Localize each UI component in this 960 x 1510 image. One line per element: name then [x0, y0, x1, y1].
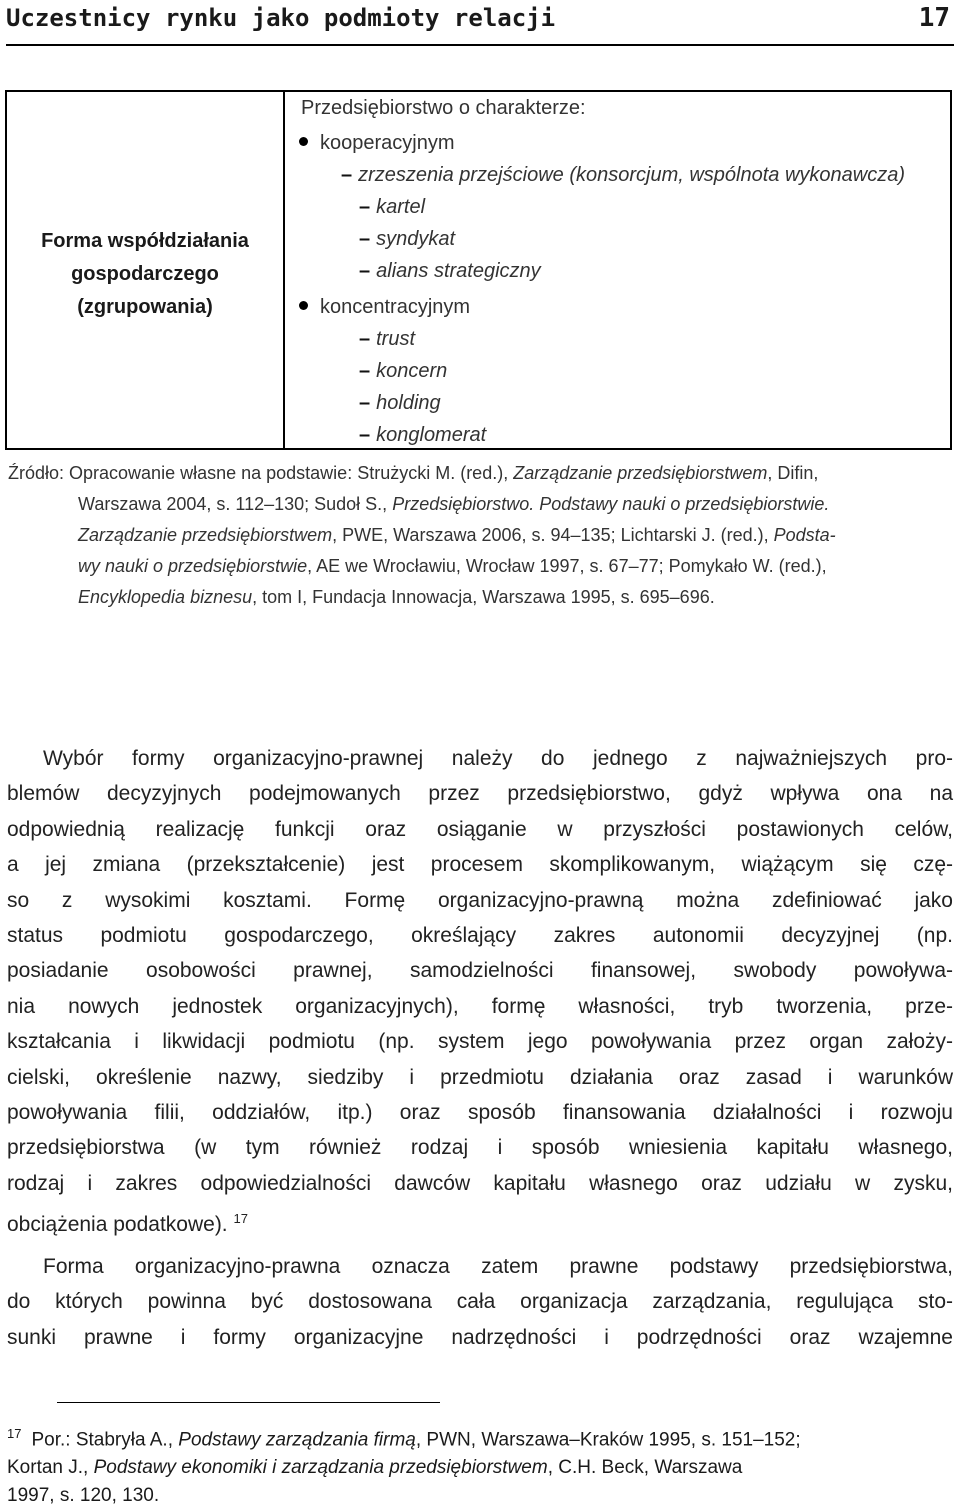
text-line: do których powinna być dostosowana cała organizacja zarządzania, regulująca sto- — [7, 1290, 953, 1314]
dash-icon: – — [359, 196, 371, 218]
table-source-note — [8, 458, 952, 613]
footnote-text: , PWN, Warszawa–Kraków 1995, s. 151–152; — [415, 1429, 801, 1451]
table-left-label — [7, 225, 283, 324]
text-line: so z wysokimi kosztami. Formę organizacyjno-prawną można zdefiniować jako — [7, 888, 953, 912]
organization-forms-table — [5, 90, 952, 450]
group-label: koncentracyjnym — [320, 296, 471, 318]
left-label-line: (zgrupowania) — [77, 296, 213, 318]
dash-icon: – — [359, 424, 371, 446]
source-line — [8, 520, 952, 551]
source-text: , PWE, Warszawa 2006, s. 94–135; Lichtarski J. (red.), — [332, 525, 774, 545]
source-title: Zarządzanie przedsiębiorstwem — [78, 525, 333, 545]
text-line: przedsiębiorstwa (w tym również rodzaj i sposób wniesienia kapitału własnego, — [7, 1136, 953, 1160]
table-left-column — [7, 92, 285, 448]
source-line — [8, 458, 952, 489]
text-line: rodzaj i zakres odpowiedzialności dawców kapitału własnego oraz udziału w zysku, — [7, 1171, 953, 1195]
list-item-label: konglomerat — [376, 424, 487, 446]
text-line: Forma organizacyjno-prawna oznacza zatem prawne podstawy przedsiębiorstwa, — [43, 1255, 953, 1278]
footnote-ref[interactable]: 17 — [233, 1211, 248, 1227]
list-item-label: zrzeszenia przejściowe (konsorcjum, wspólnota wykonawcza) — [358, 164, 905, 186]
list-item — [359, 195, 425, 219]
text-line: Wybór formy organizacyjno-prawnej należy do jednego z najważniejszych pro- — [43, 747, 953, 770]
footnote-title: Podstawy ekonomiki i zarządzania przedsiębiorstwem — [93, 1457, 548, 1479]
text-line: status podmiotu gospodarczego, określający zakres autonomii decyzyjnej (np. — [7, 924, 953, 948]
text-line — [7, 1201, 953, 1242]
list-item-label: kartel — [376, 196, 426, 218]
source-text: Warszawa 2004, s. 112–130; Sudoł S., — [78, 494, 393, 514]
list-item — [359, 259, 541, 283]
dash-icon: – — [359, 228, 371, 250]
footnote-text: Kortan J., — [7, 1457, 94, 1479]
list-item-label: trust — [376, 328, 416, 350]
source-title: Podsta- — [773, 525, 836, 545]
list-item — [359, 423, 486, 447]
footnote-mark: 17 — [7, 1426, 22, 1441]
list-item — [359, 227, 455, 251]
footnote-text: Por.: Stabryła A., — [31, 1429, 179, 1451]
dash-icon: – — [341, 164, 353, 186]
source-text: , tom I, Fundacja Innowacja, Warszawa 1995, s. 695–696. — [252, 587, 715, 607]
dash-icon: – — [359, 392, 371, 414]
list-item — [359, 327, 415, 351]
text-line: powoływania filii, oddziałów, itp.) oraz sposób finansowania działalności i rozwoju — [7, 1101, 953, 1125]
paragraph-2 — [7, 1249, 953, 1355]
text-line: nia nowych jednostek organizacyjnych), formę własności, tryb tworzenia, prze- — [7, 994, 953, 1018]
table-intro: Przedsiębiorstwo o charakterze: — [301, 97, 586, 119]
footnote — [7, 1420, 953, 1510]
list-item — [359, 391, 441, 415]
group-heading — [299, 131, 455, 155]
footnote-line: 1997, s. 120, 130. — [7, 1485, 160, 1507]
group-heading — [299, 295, 470, 319]
source-text: , AE we Wrocławiu, Wrocław 1997, s. 67–77; Pomykało W. (red.), — [307, 556, 827, 576]
group-label: kooperacyjnym — [320, 132, 455, 154]
left-label-line: Forma współdziałania — [41, 230, 249, 252]
footnote-line — [7, 1420, 953, 1454]
text-line: blemów decyzyjnych podejmowanych przez przedsiębiorstwo, gdyż wpływa ona na — [7, 782, 953, 806]
source-title: wy nauki o przedsiębiorstwie — [78, 556, 308, 576]
list-item — [341, 163, 905, 187]
source-text: Źródło: Opracowanie własne na podstawie: Strużycki M. (red.), — [8, 463, 514, 483]
dash-icon: – — [359, 260, 371, 282]
bullet-icon — [299, 137, 308, 146]
page-number: 17 — [918, 3, 950, 33]
source-title: Encyklopedia biznesu — [78, 587, 253, 607]
text-line: posiadanie osobowości prawnej, samodzielności finansowej, swobody powoływa- — [7, 959, 953, 983]
dash-icon: – — [359, 360, 371, 382]
list-item-label: holding — [376, 392, 441, 414]
footnote-divider — [57, 1402, 440, 1403]
list-item-label: syndykat — [376, 228, 456, 250]
footnote-line — [7, 1454, 953, 1482]
bullet-icon — [299, 301, 308, 310]
text-line: kształcania i likwidacji podmiotu (np. system jego powoływania przez organ założy- — [7, 1030, 953, 1054]
source-text: , Difin, — [767, 463, 819, 483]
list-item-label: alians strategiczny — [376, 260, 541, 282]
text-line: cielski, określenie nazwy, siedziby i przedmiotu działania oraz zasad i warunków — [7, 1065, 953, 1089]
text-line-content: obciążenia podatkowe). — [7, 1213, 228, 1237]
source-line — [8, 582, 952, 613]
running-header — [6, 0, 954, 46]
list-item — [359, 359, 447, 383]
running-title: Uczestnicy rynku jako podmioty relacji — [6, 4, 556, 32]
text-line: a jej zmiana (przekształcenie) jest procesem skomplikowanym, wiążącym się czę- — [7, 853, 953, 877]
footnote-title: Podstawy zarządzania firmą — [178, 1429, 416, 1451]
text-line: sunki prawne i formy organizacyjne nadrzędności i podrzędności oraz wzajemne — [7, 1325, 953, 1349]
source-title: Zarządzanie przedsiębiorstwem — [513, 463, 768, 483]
footnote-text: , C.H. Beck, Warszawa — [547, 1457, 743, 1479]
list-item-label: koncern — [376, 360, 448, 382]
left-label-line: gospodarczego — [71, 263, 219, 285]
dash-icon: – — [359, 328, 371, 350]
source-title: Przedsiębiorstwo. Podstawy nauki o przedsiębiorstwie. — [392, 494, 830, 514]
paragraph-1 — [7, 741, 953, 1243]
source-line — [8, 489, 952, 520]
source-line — [8, 551, 952, 582]
text-line: odpowiednią realizację funkcji oraz osiąganie w przyszłości postawionych celów, — [7, 817, 953, 841]
table-right-column — [285, 92, 950, 448]
